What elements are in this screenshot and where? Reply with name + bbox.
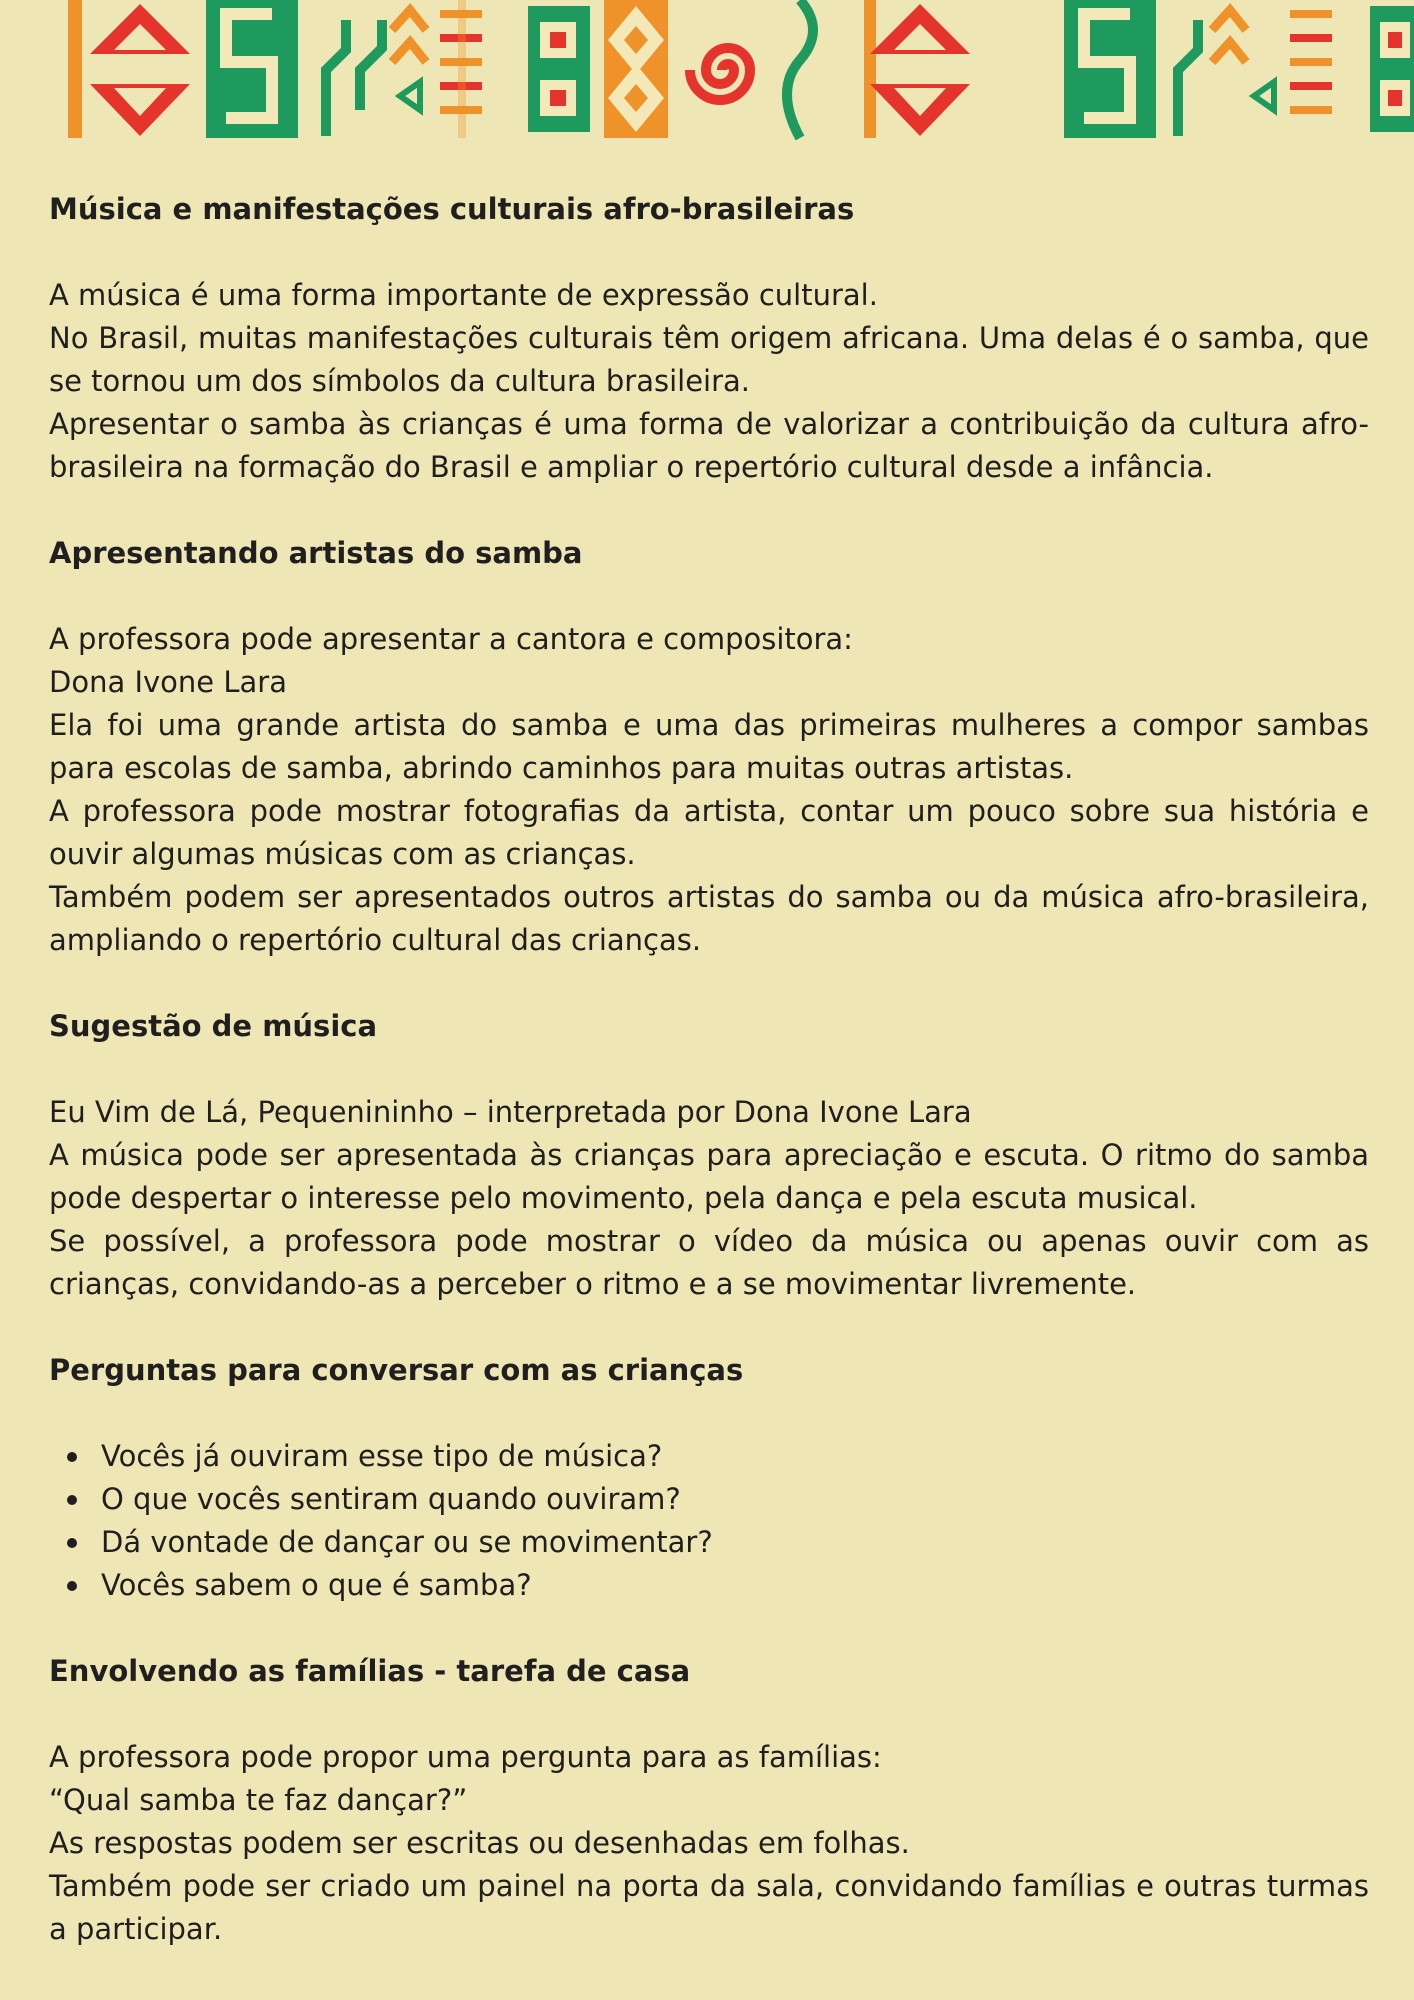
stripe-icon (68, 0, 82, 138)
comb-icon (1254, 10, 1332, 114)
paragraph: Se possível, a professora pode mostrar o vídeo da música ou apenas ouvir com as crianças, convidando-as a perceber o ritmo e a se movimentar livremente. (49, 1224, 1369, 1301)
squares-icon (1370, 6, 1414, 132)
song-title: Eu Vim de Lá, Pequenininho – interpretada por Dona Ivone Lara (49, 1095, 972, 1129)
list-item: O que vocês sentiram quando ouviram? (49, 1478, 1369, 1521)
section-music-suggestion (49, 1005, 1369, 1306)
list-item: Dá vontade de dançar ou se movimentar? (49, 1521, 1369, 1564)
section-questions (49, 1349, 1369, 1607)
list-item: Vocês sabem o que é samba? (49, 1564, 1369, 1607)
paragraph: A música pode ser apresentada às crianças para apreciação e escuta. O ritmo do samba pode despertar o interesse pelo movimento, pela dança e pela escuta musical. (49, 1138, 1369, 1215)
stripe-icon (864, 0, 876, 138)
paragraph: No Brasil, muitas manifestações culturais têm origem africana. Uma delas é o samba, que se tornou um dos símbolos da cultura brasileira. (49, 321, 1369, 398)
zigzag-icon (326, 10, 426, 136)
paragraph: Também podem ser apresentados outros artistas do samba ou da música afro-brasileira, ampliando o repertório cultural das crianças. (49, 880, 1369, 957)
section-families-homework (49, 1650, 1369, 1951)
list-item: Vocês já ouviram esse tipo de música? (49, 1435, 1369, 1478)
section-heading: Sugestão de música (49, 1009, 378, 1043)
paragraph: Apresentar o samba às crianças é uma forma de valorizar a contribuição da cultura afro-brasileira na formação do Brasil e ampliar o repertório cultural desde a infância. (49, 407, 1369, 484)
section-heading: Apresentando artistas do samba (49, 536, 583, 570)
triangle-diamond-icon (870, 4, 970, 136)
spiral-square-icon (1064, 0, 1156, 138)
paragraph: Ela foi uma grande artista do samba e uma das primeiras mulheres a compor sambas para escolas de samba, abrindo caminhos para muitas outras artistas. (49, 708, 1369, 785)
section-heading: Música e manifestações culturais afro-brasileiras (49, 192, 855, 226)
section-afro-brazilian-music (49, 188, 1369, 489)
comb-icon (400, 0, 482, 138)
section-heading: Perguntas para conversar com as crianças (49, 1353, 744, 1387)
wave-icon (787, 0, 813, 138)
quote: “Qual samba te faz dançar?” (49, 1783, 468, 1817)
artist-name: Dona Ivone Lara (49, 665, 287, 699)
paragraph: Também pode ser criado um painel na porta da sala, convidando famílias e outras turmas a participar. (49, 1869, 1369, 1946)
paragraph: A música é uma forma importante de expressão cultural. (49, 278, 878, 312)
question-list (49, 1435, 1369, 1607)
paragraph: As respostas podem ser escritas ou desenhadas em folhas. (49, 1826, 910, 1860)
diamond-icon (604, 0, 668, 138)
paragraph: A professora pode propor uma pergunta para as famílias: (49, 1740, 882, 1774)
spiral-icon (690, 48, 750, 100)
decorative-border (0, 0, 1414, 140)
section-samba-artists (49, 532, 1369, 962)
paragraph: A professora pode apresentar a cantora e compositora: (49, 622, 853, 656)
paragraph: A professora pode mostrar fotografias da artista, contar um pouco sobre sua história e ouvir algumas músicas com as crianças. (49, 794, 1369, 871)
squares-icon (528, 6, 590, 132)
document-content (49, 188, 1369, 1994)
section-heading: Envolvendo as famílias - tarefa de casa (49, 1654, 691, 1688)
zigzag-icon (1178, 10, 1246, 136)
spiral-square-icon (206, 0, 298, 138)
triangle-diamond-icon (90, 4, 190, 136)
